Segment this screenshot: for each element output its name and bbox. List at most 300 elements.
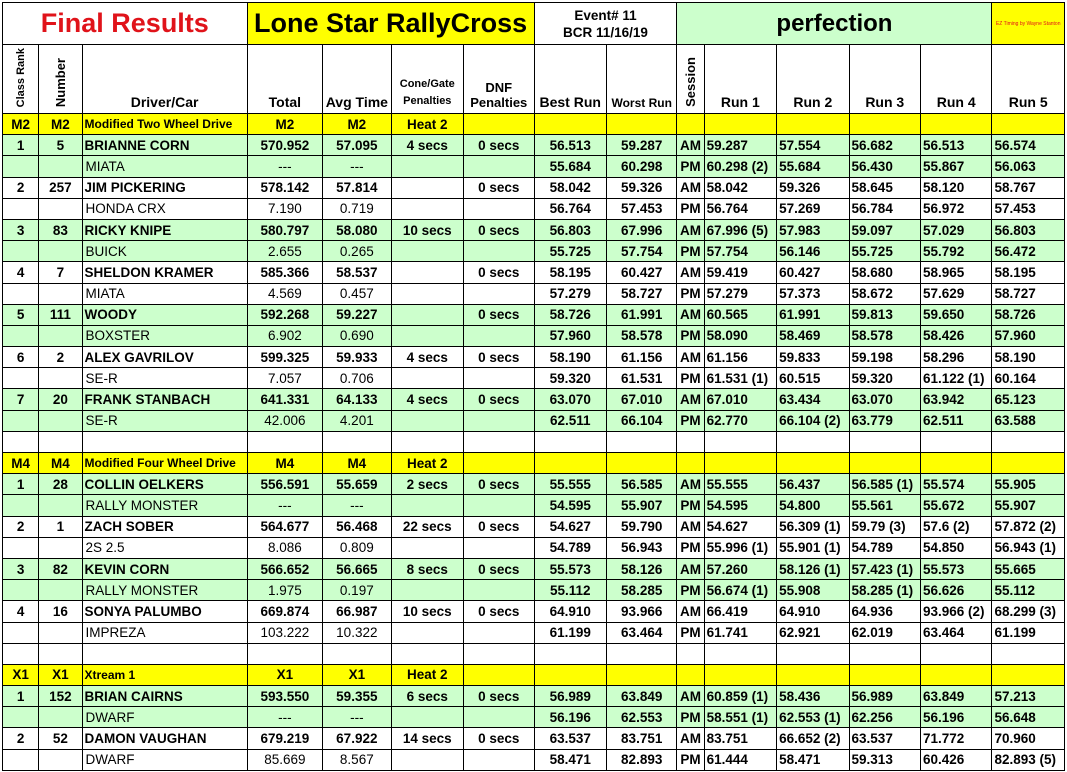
avg-diff: 0.197: [323, 580, 391, 601]
run-time: 58.578: [849, 325, 920, 346]
cone-penalties: 2 secs: [391, 474, 463, 495]
run-time: 56.764: [704, 198, 776, 219]
run-time: 55.905: [992, 474, 1065, 495]
worst-run: 58.126: [606, 558, 676, 579]
car-number: 52: [39, 728, 82, 749]
session: PM: [677, 622, 704, 643]
driver-name: WOODY: [82, 304, 247, 325]
car-number: 82: [39, 558, 82, 579]
avg-diff: 0.719: [323, 198, 391, 219]
total-diff: 8.086: [247, 537, 322, 558]
run-time: 57.6 (2): [920, 516, 991, 537]
avg-diff: 0.457: [323, 283, 391, 304]
run-time: 55.574: [920, 474, 991, 495]
run-time: 60.859 (1): [704, 686, 776, 707]
heat-label: Heat 2: [391, 114, 463, 135]
session: AM: [677, 686, 704, 707]
run-time: 58.426: [920, 325, 991, 346]
empty-cell: [391, 283, 463, 304]
empty-cell: [3, 749, 39, 770]
dnf-penalties: 0 secs: [464, 686, 534, 707]
total-diff: 2.655: [247, 241, 322, 262]
car-model: RALLY MONSTER: [82, 495, 247, 516]
total-time: 669.874: [247, 601, 322, 622]
run-time: 56.063: [992, 156, 1065, 177]
run-time: 57.029: [920, 219, 991, 240]
run-time: 60.515: [777, 368, 849, 389]
run-time: 56.682: [849, 135, 920, 156]
car-row: [3, 325, 1065, 346]
run-time: 63.588: [992, 410, 1065, 431]
session: PM: [677, 749, 704, 770]
empty-cell: [39, 410, 82, 431]
car-model: DWARF: [82, 749, 247, 770]
driver-row: [3, 474, 1065, 495]
run-time: 57.754: [704, 241, 776, 262]
empty-cell: [323, 431, 391, 452]
run-time: 59.813: [849, 304, 920, 325]
car-row: [3, 156, 1065, 177]
driver-row: [3, 304, 1065, 325]
session: AM: [677, 728, 704, 749]
run-time: 56.943 (1): [992, 537, 1065, 558]
cone-penalties: 8 secs: [391, 558, 463, 579]
empty-cell: [677, 114, 704, 135]
run-time: 54.627: [704, 516, 776, 537]
empty-cell: [39, 580, 82, 601]
column-header-row: [3, 45, 1065, 114]
col-cone-gate: [391, 45, 463, 114]
run-time: 60.565: [704, 304, 776, 325]
session: PM: [677, 325, 704, 346]
run-time: 56.648: [992, 707, 1065, 728]
run-time: 60.427: [777, 262, 849, 283]
class-code: M2: [323, 114, 391, 135]
empty-cell: [247, 431, 322, 452]
empty-cell: [247, 643, 322, 664]
empty-cell: [391, 707, 463, 728]
empty-cell: [534, 114, 606, 135]
col-cone-gate-line2: Penalties: [403, 95, 452, 107]
empty-cell: [992, 643, 1065, 664]
empty-cell: [704, 114, 776, 135]
car-model: BOXSTER: [82, 325, 247, 346]
empty-cell: [82, 643, 247, 664]
col-run3: Run 3: [849, 45, 920, 114]
car-row: [3, 749, 1065, 770]
empty-cell: [3, 410, 39, 431]
dnf-penalties: 0 secs: [464, 304, 534, 325]
total-time: 585.366: [247, 262, 322, 283]
empty-cell: [992, 431, 1065, 452]
run-time: 59.326: [777, 177, 849, 198]
run-time: 71.772: [920, 728, 991, 749]
dnf-penalties: 0 secs: [464, 601, 534, 622]
driver-name: JIM PICKERING: [82, 177, 247, 198]
best-run: 56.803: [534, 219, 606, 240]
run-time: 56.989: [849, 686, 920, 707]
total-time: 570.952: [247, 135, 322, 156]
dnf-penalties: 0 secs: [464, 262, 534, 283]
total-time: 599.325: [247, 347, 322, 368]
session: PM: [677, 495, 704, 516]
empty-cell: [849, 431, 920, 452]
avg-time: 56.665: [323, 558, 391, 579]
run-time: 55.665: [992, 558, 1065, 579]
empty-cell: [391, 156, 463, 177]
session: AM: [677, 601, 704, 622]
avg-diff: ---: [323, 495, 391, 516]
best-run: 58.726: [534, 304, 606, 325]
cone-penalties: 6 secs: [391, 686, 463, 707]
cone-penalties: 4 secs: [391, 389, 463, 410]
run-time: 63.779: [849, 410, 920, 431]
class-rank: 5: [3, 304, 39, 325]
empty-cell: [606, 431, 676, 452]
session: AM: [677, 389, 704, 410]
car-number: 20: [39, 389, 82, 410]
empty-cell: [391, 198, 463, 219]
total-diff: ---: [247, 156, 322, 177]
class-rank: 2: [3, 177, 39, 198]
empty-cell: [3, 537, 39, 558]
avg-time: 58.080: [323, 219, 391, 240]
col-run2: Run 2: [777, 45, 849, 114]
avg-diff: 0.690: [323, 325, 391, 346]
run-time: 58.471: [777, 749, 849, 770]
empty-cell: [777, 114, 849, 135]
event-number: Event# 11: [574, 7, 637, 23]
empty-cell: [391, 495, 463, 516]
total-time: 566.652: [247, 558, 322, 579]
session: AM: [677, 304, 704, 325]
car-model: BUICK: [82, 241, 247, 262]
run-time: 59.198: [849, 347, 920, 368]
run-time: 61.531 (1): [704, 368, 776, 389]
run-time: 61.122 (1): [920, 368, 991, 389]
empty-cell: [920, 114, 991, 135]
run-time: 57.279: [704, 283, 776, 304]
driver-name: KEVIN CORN: [82, 558, 247, 579]
run-time: 59.419: [704, 262, 776, 283]
run-time: 67.996 (5): [704, 219, 776, 240]
best-run: 55.555: [534, 474, 606, 495]
run-time: 62.511: [920, 410, 991, 431]
avg-time: 64.133: [323, 389, 391, 410]
worst-run: 57.754: [606, 241, 676, 262]
empty-cell: [534, 643, 606, 664]
empty-cell: [3, 325, 39, 346]
total-diff: ---: [247, 707, 322, 728]
empty-cell: [464, 643, 534, 664]
empty-cell: [464, 537, 534, 558]
avg-time: 57.814: [323, 177, 391, 198]
run-time: 58.190: [992, 347, 1065, 368]
empty-cell: [849, 664, 920, 685]
empty-cell: [39, 368, 82, 389]
cone-penalties: 22 secs: [391, 516, 463, 537]
total-time: 679.219: [247, 728, 322, 749]
empty-cell: [464, 283, 534, 304]
dnf-penalties: 0 secs: [464, 177, 534, 198]
run-time: 56.146: [777, 241, 849, 262]
run-time: 58.090: [704, 325, 776, 346]
empty-cell: [464, 431, 534, 452]
run-time: 56.574: [992, 135, 1065, 156]
run-time: 56.309 (1): [777, 516, 849, 537]
run-time: 70.960: [992, 728, 1065, 749]
empty-cell: [992, 114, 1065, 135]
empty-cell: [849, 453, 920, 474]
avg-diff: 0.265: [323, 241, 391, 262]
best-run: 55.112: [534, 580, 606, 601]
col-best-run: Best Run: [534, 45, 606, 114]
car-number: 111: [39, 304, 82, 325]
run-time: 55.792: [920, 241, 991, 262]
run-time: 57.554: [777, 135, 849, 156]
best-run: 58.471: [534, 749, 606, 770]
run-time: 58.120: [920, 177, 991, 198]
class-header-row: [3, 453, 1065, 474]
run-time: 56.626: [920, 580, 991, 601]
run-time: 58.726: [992, 304, 1065, 325]
empty-cell: [39, 495, 82, 516]
empty-cell: [464, 707, 534, 728]
driver-row: [3, 516, 1065, 537]
run-time: 57.453: [992, 198, 1065, 219]
avg-diff: 0.809: [323, 537, 391, 558]
empty-cell: [534, 453, 606, 474]
dnf-penalties: 0 secs: [464, 389, 534, 410]
empty-cell: [323, 643, 391, 664]
worst-run: 56.585: [606, 474, 676, 495]
run-time: 56.196: [920, 707, 991, 728]
run-time: 66.104 (2): [777, 410, 849, 431]
class-rank: 1: [3, 135, 39, 156]
car-row: [3, 707, 1065, 728]
run-time: 61.156: [704, 347, 776, 368]
run-time: 54.789: [849, 537, 920, 558]
car-number: 7: [39, 262, 82, 283]
car-number: 83: [39, 219, 82, 240]
driver-row: [3, 177, 1065, 198]
best-run: 59.320: [534, 368, 606, 389]
class-header-row: [3, 664, 1065, 685]
run-time: 58.469: [777, 325, 849, 346]
empty-cell: [464, 156, 534, 177]
run-time: 57.373: [777, 283, 849, 304]
car-row: [3, 495, 1065, 516]
run-time: 54.800: [777, 495, 849, 516]
run-time: 55.573: [920, 558, 991, 579]
total-diff: 4.569: [247, 283, 322, 304]
empty-cell: [391, 622, 463, 643]
empty-cell: [677, 453, 704, 474]
run-time: 58.767: [992, 177, 1065, 198]
worst-run: 59.287: [606, 135, 676, 156]
total-time: 641.331: [247, 389, 322, 410]
avg-time: 59.227: [323, 304, 391, 325]
car-model: SE-R: [82, 368, 247, 389]
run-time: 60.426: [920, 749, 991, 770]
run-time: 63.070: [849, 389, 920, 410]
empty-cell: [3, 156, 39, 177]
car-number: 16: [39, 601, 82, 622]
empty-cell: [920, 664, 991, 685]
driver-row: [3, 686, 1065, 707]
empty-cell: [391, 241, 463, 262]
col-session: Session: [683, 57, 698, 107]
best-run: 55.573: [534, 558, 606, 579]
run-time: 59.097: [849, 219, 920, 240]
car-model: RALLY MONSTER: [82, 580, 247, 601]
session: PM: [677, 241, 704, 262]
run-time: 55.684: [777, 156, 849, 177]
run-time: 83.751: [704, 728, 776, 749]
empty-cell: [39, 707, 82, 728]
class-rank: 1: [3, 686, 39, 707]
worst-run: 67.996: [606, 219, 676, 240]
car-row: [3, 283, 1065, 304]
class-code: M4: [247, 453, 322, 474]
empty-cell: [464, 325, 534, 346]
run-time: 55.867: [920, 156, 991, 177]
driver-row: [3, 389, 1065, 410]
run-time: 56.472: [992, 241, 1065, 262]
class-rank: 3: [3, 558, 39, 579]
total-diff: 103.222: [247, 622, 322, 643]
run-time: 59.287: [704, 135, 776, 156]
empty-cell: [39, 431, 82, 452]
empty-cell: [391, 643, 463, 664]
run-time: 61.444: [704, 749, 776, 770]
total-diff: 1.975: [247, 580, 322, 601]
dnf-penalties: 0 secs: [464, 728, 534, 749]
empty-cell: [391, 368, 463, 389]
col-run5: Run 5: [992, 45, 1065, 114]
car-number: 152: [39, 686, 82, 707]
empty-cell: [704, 453, 776, 474]
run-time: 57.213: [992, 686, 1065, 707]
class-rank: 2: [3, 516, 39, 537]
run-time: 61.991: [777, 304, 849, 325]
run-time: 63.849: [920, 686, 991, 707]
cone-penalties: 10 secs: [391, 219, 463, 240]
best-run: 55.725: [534, 241, 606, 262]
empty-cell: [920, 431, 991, 452]
cone-penalties: 4 secs: [391, 347, 463, 368]
run-time: 62.019: [849, 622, 920, 643]
run-time: 55.555: [704, 474, 776, 495]
driver-name: COLLIN OELKERS: [82, 474, 247, 495]
session: AM: [677, 474, 704, 495]
empty-cell: [677, 664, 704, 685]
empty-cell: [39, 283, 82, 304]
class-name: Modified Four Wheel Drive: [82, 453, 247, 474]
worst-run: 83.751: [606, 728, 676, 749]
car-model: MIATA: [82, 156, 247, 177]
best-run: 56.989: [534, 686, 606, 707]
empty-cell: [39, 198, 82, 219]
class-name: Modified Two Wheel Drive: [82, 114, 247, 135]
run-time: 58.551 (1): [704, 707, 776, 728]
class-code: M2: [39, 114, 82, 135]
car-model: 2S 2.5: [82, 537, 247, 558]
avg-time: 58.537: [323, 262, 391, 283]
worst-run: 93.966: [606, 601, 676, 622]
empty-cell: [39, 241, 82, 262]
run-time: 58.285 (1): [849, 580, 920, 601]
run-time: 56.972: [920, 198, 991, 219]
run-time: 58.042: [704, 177, 776, 198]
car-number: 2: [39, 347, 82, 368]
avg-time: 56.468: [323, 516, 391, 537]
run-time: 55.112: [992, 580, 1065, 601]
class-code: M4: [323, 453, 391, 474]
run-time: 60.164: [992, 368, 1065, 389]
car-row: [3, 198, 1065, 219]
session: PM: [677, 580, 704, 601]
empty-cell: [39, 622, 82, 643]
run-time: 55.996 (1): [704, 537, 776, 558]
best-run: 61.199: [534, 622, 606, 643]
col-driver-car: Driver/Car: [82, 45, 247, 114]
run-time: 62.770: [704, 410, 776, 431]
empty-cell: [464, 622, 534, 643]
best-run: 54.627: [534, 516, 606, 537]
run-time: 57.423 (1): [849, 558, 920, 579]
worst-run: 59.790: [606, 516, 676, 537]
session: AM: [677, 262, 704, 283]
run-time: 59.79 (3): [849, 516, 920, 537]
best-run: 54.595: [534, 495, 606, 516]
worst-run: 55.907: [606, 495, 676, 516]
total-time: 578.142: [247, 177, 322, 198]
empty-cell: [920, 453, 991, 474]
best-run: 63.537: [534, 728, 606, 749]
empty-cell: [606, 114, 676, 135]
empty-cell: [777, 453, 849, 474]
class-code: X1: [3, 664, 39, 685]
avg-diff: ---: [323, 707, 391, 728]
class-rank: 4: [3, 262, 39, 283]
empty-cell: [3, 580, 39, 601]
empty-cell: [391, 580, 463, 601]
empty-cell: [391, 325, 463, 346]
run-time: 58.645: [849, 177, 920, 198]
run-time: 58.727: [992, 283, 1065, 304]
car-model: HONDA CRX: [82, 198, 247, 219]
series-title: Lone Star RallyCross: [247, 3, 534, 45]
empty-cell: [39, 643, 82, 664]
run-time: 56.585 (1): [849, 474, 920, 495]
avg-diff: ---: [323, 156, 391, 177]
run-time: 63.537: [849, 728, 920, 749]
empty-cell: [704, 643, 776, 664]
run-time: 93.966 (2): [920, 601, 991, 622]
col-cone-gate-line1: Cone/Gate: [399, 78, 455, 90]
empty-cell: [534, 431, 606, 452]
run-time: 56.803: [992, 219, 1065, 240]
avg-time: 57.095: [323, 135, 391, 156]
avg-time: 67.922: [323, 728, 391, 749]
sponsor-name: perfection: [677, 3, 992, 45]
run-time: 55.907: [992, 495, 1065, 516]
session: PM: [677, 156, 704, 177]
worst-run: 61.991: [606, 304, 676, 325]
avg-time: 59.933: [323, 347, 391, 368]
driver-name: ZACH SOBER: [82, 516, 247, 537]
